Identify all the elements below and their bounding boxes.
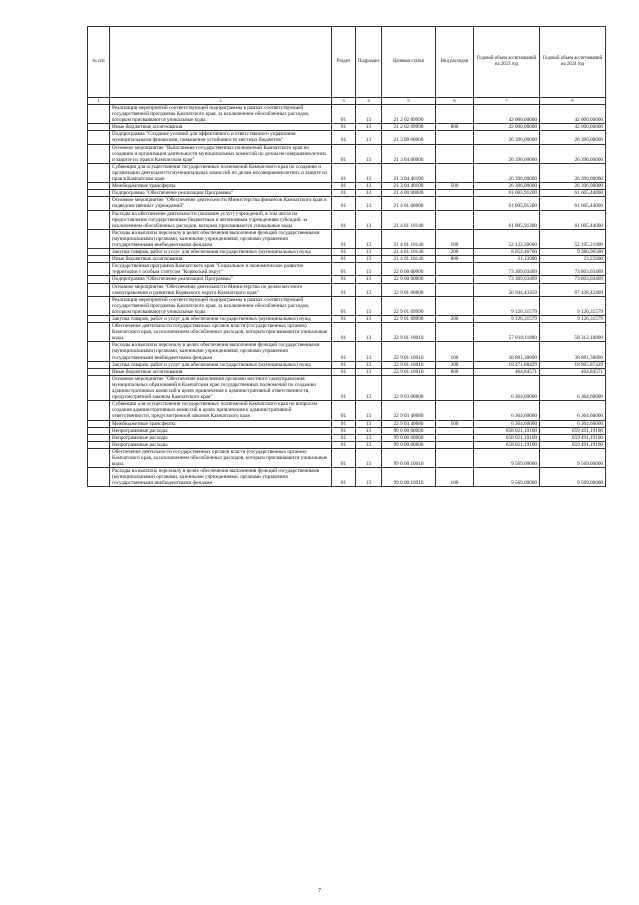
cell-num (88, 249, 110, 256)
cell-num (88, 190, 110, 197)
cell-amount-2024: 61 605,44000 (540, 197, 606, 210)
cell-amount-2023: 56 944,43459 (474, 283, 540, 296)
header-podrazdel: Подраздел (356, 27, 382, 98)
cell-razdel: 01 (332, 144, 356, 163)
cell-razdel: 01 (332, 183, 356, 190)
cell-num (88, 427, 110, 434)
cell-podrazdel: 13 (356, 375, 382, 400)
table-row (88, 197, 606, 210)
col-index: 6 (436, 98, 474, 105)
cell-podrazdel: 13 (356, 229, 382, 248)
col-index: 7 (474, 98, 540, 105)
table-row (88, 361, 606, 368)
cell-num (88, 163, 110, 182)
cell-amount-2023: 38 881,38890 (474, 342, 540, 361)
cell-amount-2024: 61 605,44000 (540, 190, 606, 197)
cell-amount-2024: 58 312,10890 (540, 323, 606, 342)
cell-target-article: 21 4 01 00000 (382, 197, 436, 210)
cell-amount-2024: 9 569,00000 (540, 468, 606, 487)
cell-expense-type (436, 144, 474, 163)
cell-num (88, 124, 110, 131)
cell-target-article: 21 2 02 09990 (382, 105, 436, 124)
cell-razdel: 01 (332, 276, 356, 283)
table-row (88, 183, 606, 190)
table-row (88, 323, 606, 342)
cell-expense-type: 500 (436, 183, 474, 190)
cell-expense-type: 800 (436, 256, 474, 263)
table-row (88, 276, 606, 283)
cell-name: Подпрограмма "Обеспечение реализации Программы" (110, 190, 332, 197)
cell-target-article: 22 9 01 09990 (382, 316, 436, 323)
cell-amount-2024: 73 803,03469 (540, 263, 606, 276)
cell-target-article: 21 3 00 00000 (382, 131, 436, 144)
cell-amount-2023: 6 364,60000 (474, 401, 540, 420)
cell-razdel: 01 (332, 263, 356, 276)
table-body (88, 105, 606, 487)
cell-num (88, 401, 110, 420)
cell-expense-type: 200 (436, 361, 474, 368)
header-expense-type: Вид расходов (436, 27, 474, 98)
cell-amount-2023: 9 569,00000 (474, 468, 540, 487)
cell-name: Субвенции для осуществления государственных полномочий Камчатского края по созданию и организации деятельности муниципальных комиссий по делам несовершеннолетних и защите их прав в Камчатском крае (110, 163, 332, 182)
cell-amount-2024: 23,25600 (540, 256, 606, 263)
cell-target-article: 22 9 01 10010 (382, 323, 436, 342)
col-index: 5 (382, 98, 436, 105)
cell-podrazdel: 13 (356, 190, 382, 197)
cell-num (88, 197, 110, 210)
cell-target-article: 21 4 00 00000 (382, 190, 436, 197)
cell-amount-2023: 26 396,00000 (474, 163, 540, 182)
cell-podrazdel: 13 (356, 124, 382, 131)
cell-name: Основное мероприятие "Выполнение государственных полномочий Камчатского края по созданию и организации деятельности муниципальных комиссий по делам несовершеннолетних и защите их прав в Камчатском крае" (110, 144, 332, 163)
col-index: 4 (356, 98, 382, 105)
cell-expense-type (436, 105, 474, 124)
cell-amount-2023: 42 000,00000 (474, 124, 540, 131)
cell-target-article: 99 0 00 00000 (382, 434, 436, 441)
cell-expense-type (436, 427, 474, 434)
cell-razdel: 01 (332, 316, 356, 323)
cell-podrazdel: 13 (356, 131, 382, 144)
cell-amount-2023: 73 309,03469 (474, 263, 540, 276)
cell-name: Закупка товаров, работ и услуг для обеспечения государственных (муниципальных) нужд (110, 249, 332, 256)
cell-name: Реализация мероприятий соответствующей подпрограммы в рамках соответствующей государственной программы Камчатского края, за исключением обособленных расходов, которым присваиваются уникальные коды (110, 296, 332, 315)
table-row (88, 368, 606, 375)
cell-amount-2023: 6 364,60000 (474, 375, 540, 400)
cell-expense-type (436, 263, 474, 276)
cell-expense-type (436, 441, 474, 448)
cell-expense-type (436, 276, 474, 283)
cell-name: Основное мероприятие "Обеспечение деятельности Министерства по делам местного самоуправления и развитию Корякского округа Камчатского края" (110, 283, 332, 296)
cell-amount-2024: 659 491,19100 (540, 434, 606, 441)
cell-amount-2023: 18 471,88429 (474, 361, 540, 368)
cell-num (88, 263, 110, 276)
cell-expense-type: 100 (436, 229, 474, 248)
cell-amount-2024: 9 126,31579 (540, 296, 606, 315)
cell-num (88, 448, 110, 467)
cell-amount-2024: 67 438,42469 (540, 283, 606, 296)
cell-expense-type (436, 296, 474, 315)
cell-podrazdel: 13 (356, 420, 382, 427)
cell-target-article: 99 0 00 10010 (382, 448, 436, 467)
cell-podrazdel: 13 (356, 283, 382, 296)
table-row (88, 296, 606, 315)
cell-amount-2023: 26 396,00000 (474, 144, 540, 163)
cell-target-article: 21 3 04 40100 (382, 183, 436, 190)
cell-name: Иные бюджетные ассигнования (110, 124, 332, 131)
cell-name: Обеспечение деятельности государственных органов власти (государственных органов) Камчатского края, за исключением обособленных расходов, которым присваиваются уникальные коды. (110, 448, 332, 467)
cell-amount-2023: 8 852,46700 (474, 249, 540, 256)
cell-podrazdel: 13 (356, 427, 382, 434)
cell-num (88, 323, 110, 342)
cell-razdel: 01 (332, 210, 356, 229)
header-year-2023: Годовой объем ассигнований на 2023 год (474, 27, 540, 98)
cell-num (88, 296, 110, 315)
cell-expense-type (436, 197, 474, 210)
cell-amount-2023: 9 126,31579 (474, 296, 540, 315)
cell-target-article: 99 0 00 10010 (382, 468, 436, 487)
cell-podrazdel: 13 (356, 197, 382, 210)
cell-expense-type (436, 131, 474, 144)
cell-podrazdel: 13 (356, 249, 382, 256)
cell-target-article: 22 9 03 40080 (382, 420, 436, 427)
cell-razdel: 01 (332, 468, 356, 487)
table-row (88, 468, 606, 487)
cell-amount-2024: 9 569,00000 (540, 448, 606, 467)
cell-razdel: 01 (332, 124, 356, 131)
header-target-article: Целевая статья (382, 27, 436, 98)
cell-amount-2023: 52 122,30600 (474, 229, 540, 248)
table-row (88, 105, 606, 124)
cell-amount-2024: 26 396,00000 (540, 131, 606, 144)
cell-num (88, 441, 110, 448)
table-row (88, 144, 606, 163)
cell-amount-2023: 61 005,91200 (474, 197, 540, 210)
cell-name: Расходы на выплаты персоналу в целях обеспечения выполнения функций государственными (муниципальными) органами, казенными учреждениями, органами управления государственными внебюджетными фондами (110, 342, 332, 361)
cell-expense-type (436, 401, 474, 420)
cell-num (88, 361, 110, 368)
cell-razdel: 01 (332, 420, 356, 427)
cell-amount-2023: 9 126,31579 (474, 316, 540, 323)
cell-expense-type: 800 (436, 124, 474, 131)
cell-amount-2023: 42 000,00000 (474, 105, 540, 124)
cell-expense-type: 100 (436, 468, 474, 487)
cell-num (88, 229, 110, 248)
cell-podrazdel: 13 (356, 468, 382, 487)
cell-expense-type (436, 283, 474, 296)
cell-name: Основное мероприятие "Обеспечение выполнения органами местного самоуправления муниципальных образований в Камчатском крае государственных полномочий по созданию административных комиссий в целях привлечения к административной ответственности, предусмотренной законом Камчатского края" (110, 375, 332, 400)
cell-name: Обеспечение деятельности государственных органов власти (государственных органов) Камчатского края, за исключением обособленных расходов, которым присваиваются уникальные коды. (110, 323, 332, 342)
cell-podrazdel: 13 (356, 263, 382, 276)
cell-amount-2024: 26 396,00000 (540, 163, 606, 182)
cell-expense-type: 500 (436, 420, 474, 427)
cell-expense-type (436, 434, 474, 441)
page-number: 7 (318, 888, 321, 894)
table-row (88, 210, 606, 229)
cell-podrazdel: 13 (356, 210, 382, 229)
cell-podrazdel: 13 (356, 323, 382, 342)
table-row (88, 401, 606, 420)
cell-name: Расходы на выплаты персоналу в целях обеспечения выполнения функций государственными (муниципальными) органами, казенными учреждениями, органами управления государственными внебюджетными фондами (110, 229, 332, 248)
cell-target-article: 22 9 01 10010 (382, 342, 436, 361)
cell-name: Непрограммные расходы (110, 434, 332, 441)
table-row (88, 427, 606, 434)
cell-name: Расходы на выплаты персоналу в целях обеспечения выполнения функций государственными (муниципальными) органами, казенными учреждениями, органами управления государственными внебюджетными фондами (110, 468, 332, 487)
cell-razdel: 01 (332, 361, 356, 368)
cell-target-article: 21 4 01 10140 (382, 229, 436, 248)
cell-target-article: 22 9 01 00000 (382, 283, 436, 296)
cell-name: Закупка товаров, работ и услуг для обеспечения государственных (муниципальных) нужд (110, 361, 332, 368)
cell-num (88, 283, 110, 296)
table-row (88, 263, 606, 276)
cell-razdel: 01 (332, 434, 356, 441)
table-row (88, 375, 606, 400)
cell-target-article: 21 4 01 10140 (382, 249, 436, 256)
cell-podrazdel: 13 (356, 368, 382, 375)
table-row (88, 316, 606, 323)
cell-expense-type (436, 190, 474, 197)
cell-amount-2024: 73 803,03469 (540, 276, 606, 283)
cell-amount-2024: 52 195,21900 (540, 229, 606, 248)
cell-name: Реализация мероприятий соответствующей подпрограммы в рамках соответствующей государственной программы Камчатского края, за исключением обособленных расходов, которым присваиваются уникальные коды (110, 105, 332, 124)
cell-podrazdel: 13 (356, 256, 382, 263)
header-row (88, 27, 606, 98)
cell-target-article: 22 0 00 00000 (382, 263, 436, 276)
cell-podrazdel: 13 (356, 448, 382, 467)
cell-amount-2024: 42 000,00000 (540, 124, 606, 131)
cell-razdel: 01 (332, 163, 356, 182)
budget-table (87, 26, 606, 487)
table-row (88, 420, 606, 427)
cell-amount-2023: 6 364,60000 (474, 420, 540, 427)
table-row (88, 448, 606, 467)
cell-amount-2023: 61 005,91200 (474, 210, 540, 229)
cell-target-article: 22 9 01 09990 (382, 296, 436, 315)
cell-num (88, 420, 110, 427)
cell-amount-2024: 18 965,87429 (540, 361, 606, 368)
table-row (88, 434, 606, 441)
cell-podrazdel: 13 (356, 163, 382, 182)
header-year-2024: Годовой объем ассигнований на 2024 год (540, 27, 606, 98)
cell-target-article: 22 9 03 00000 (382, 375, 436, 400)
cell-amount-2023: 658 021,19100 (474, 441, 540, 448)
cell-expense-type (436, 375, 474, 400)
col-index: 2 (110, 98, 332, 105)
col-index: 3 (332, 98, 356, 105)
cell-podrazdel: 13 (356, 183, 382, 190)
cell-num (88, 183, 110, 190)
cell-num (88, 210, 110, 229)
cell-razdel: 01 (332, 323, 356, 342)
cell-razdel: 01 (332, 375, 356, 400)
cell-amount-2024: 61 605,44000 (540, 210, 606, 229)
table-row (88, 283, 606, 296)
cell-razdel: 01 (332, 427, 356, 434)
cell-expense-type (436, 210, 474, 229)
cell-amount-2024: 9 386,96500 (540, 249, 606, 256)
cell-num (88, 342, 110, 361)
cell-razdel: 01 (332, 368, 356, 375)
cell-num (88, 368, 110, 375)
cell-num (88, 468, 110, 487)
cell-name: Непрограммные расходы (110, 427, 332, 434)
cell-expense-type: 100 (436, 342, 474, 361)
cell-num (88, 256, 110, 263)
cell-amount-2023: 26 396,00000 (474, 131, 540, 144)
cell-razdel: 01 (332, 131, 356, 144)
cell-target-article: 22 9 03 40080 (382, 401, 436, 420)
cell-razdel: 01 (332, 342, 356, 361)
cell-num (88, 105, 110, 124)
cell-name: Подпрограмма "Обеспечение реализации Программы" (110, 276, 332, 283)
cell-expense-type (436, 163, 474, 182)
cell-num (88, 434, 110, 441)
cell-target-article: 21 3 04 40100 (382, 163, 436, 182)
cell-num (88, 276, 110, 283)
cell-podrazdel: 13 (356, 401, 382, 420)
col-index: 1 (88, 98, 110, 105)
cell-name: Межбюджетные трансферты (110, 183, 332, 190)
cell-target-article: 21 2 02 09990 (382, 124, 436, 131)
col-index: 8 (540, 98, 606, 105)
cell-expense-type: 200 (436, 316, 474, 323)
cell-name: Государственная программа Камчатского края "Социальное и экономическое развитие территории с особым статусом "Корякский округ" (110, 263, 332, 276)
header-razdel: Раздел (332, 27, 356, 98)
cell-name: Непрограммные расходы (110, 441, 332, 448)
cell-amount-2024: 26 396,00000 (540, 183, 606, 190)
cell-target-article: 22 9 01 10010 (382, 368, 436, 375)
cell-target-article: 21 4 01 10140 (382, 256, 436, 263)
cell-podrazdel: 13 (356, 441, 382, 448)
cell-name: Закупка товаров, работ и услуг для обеспечения государственных (муниципальных) нужд (110, 316, 332, 323)
table-row (88, 441, 606, 448)
cell-name: Иные бюджетные ассигнования (110, 256, 332, 263)
cell-target-article: 99 0 00 00000 (382, 441, 436, 448)
cell-name: Подпрограмма "Создание условий для эффективного и ответственного управления муниципальными финансами, повышения устойчивости местных бюджетов" (110, 131, 332, 144)
cell-podrazdel: 13 (356, 316, 382, 323)
cell-num (88, 375, 110, 400)
cell-amount-2024: 38 881,38890 (540, 342, 606, 361)
cell-podrazdel: 13 (356, 434, 382, 441)
table-row (88, 249, 606, 256)
cell-podrazdel: 13 (356, 144, 382, 163)
cell-name: Основное мероприятие "Обеспечение деятельности Министерства финансов Камчатского края и подведомственных учреждений" (110, 197, 332, 210)
cell-amount-2023: 464,84571 (474, 368, 540, 375)
cell-target-article: 99 0 00 00000 (382, 427, 436, 434)
cell-num (88, 131, 110, 144)
cell-target-article: 22 9 01 10010 (382, 361, 436, 368)
cell-amount-2023: 26 396,00000 (474, 183, 540, 190)
cell-amount-2024: 42 000,00000 (540, 105, 606, 124)
table-row (88, 163, 606, 182)
table-row (88, 229, 606, 248)
cell-amount-2023: 658 021,19100 (474, 434, 540, 441)
cell-expense-type: 800 (436, 368, 474, 375)
header-num: № п/п (88, 27, 110, 98)
cell-razdel: 01 (332, 197, 356, 210)
cell-razdel: 01 (332, 229, 356, 248)
cell-podrazdel: 13 (356, 361, 382, 368)
cell-target-article: 22 9 00 00000 (382, 276, 436, 283)
table-row (88, 256, 606, 263)
cell-podrazdel: 13 (356, 296, 382, 315)
cell-name: Иные бюджетные ассигнования (110, 368, 332, 375)
cell-podrazdel: 13 (356, 342, 382, 361)
cell-razdel: 01 (332, 256, 356, 263)
table-row (88, 131, 606, 144)
cell-amount-2023: 31,13900 (474, 256, 540, 263)
cell-num (88, 144, 110, 163)
cell-razdel: 01 (332, 441, 356, 448)
cell-razdel: 01 (332, 283, 356, 296)
cell-podrazdel: 13 (356, 105, 382, 124)
cell-target-article: 21 3 04 00000 (382, 144, 436, 163)
cell-podrazdel: 13 (356, 276, 382, 283)
cell-expense-type (436, 323, 474, 342)
cell-amount-2024: 6 364,60000 (540, 401, 606, 420)
cell-amount-2023: 9 569,00000 (474, 448, 540, 467)
cell-razdel: 01 (332, 401, 356, 420)
cell-amount-2024: 6 364,60000 (540, 375, 606, 400)
cell-target-article: 21 4 01 10140 (382, 210, 436, 229)
table-row (88, 342, 606, 361)
column-index-row (88, 98, 606, 105)
cell-amount-2024: 6 364,60000 (540, 420, 606, 427)
cell-name: Субвенции для осуществления государственных полномочий Камчатского края по вопросам создания административных комиссий в целях привлечения к административной ответственности, предусмотренной законом Камчатского края (110, 401, 332, 420)
table-row (88, 124, 606, 131)
cell-razdel: 01 (332, 105, 356, 124)
cell-amount-2024: 659 491,19100 (540, 441, 606, 448)
cell-amount-2023: 61 005,91200 (474, 190, 540, 197)
cell-amount-2024: 464,84571 (540, 368, 606, 375)
cell-name: Межбюджетные трансферты (110, 420, 332, 427)
cell-amount-2024: 9 126,31579 (540, 316, 606, 323)
cell-razdel: 01 (332, 296, 356, 315)
cell-amount-2024: 659 491,19100 (540, 427, 606, 434)
cell-razdel: 01 (332, 448, 356, 467)
cell-razdel: 01 (332, 190, 356, 197)
cell-expense-type: 200 (436, 249, 474, 256)
cell-razdel: 01 (332, 249, 356, 256)
cell-expense-type (436, 448, 474, 467)
header-name (110, 27, 332, 98)
cell-amount-2023: 658 021,19100 (474, 427, 540, 434)
table-row (88, 190, 606, 197)
cell-amount-2023: 73 309,03469 (474, 276, 540, 283)
cell-num (88, 316, 110, 323)
cell-amount-2023: 57 818,11890 (474, 323, 540, 342)
cell-amount-2024: 26 396,00000 (540, 144, 606, 163)
cell-name: Расходы на обеспечение деятельности (оказание услуг) учреждений, в том числе на предоставление государственным бюджетным и автономным учреждениям субсидий, за исключением обособленных расходов, которым присваиваются уникальные коды (110, 210, 332, 229)
